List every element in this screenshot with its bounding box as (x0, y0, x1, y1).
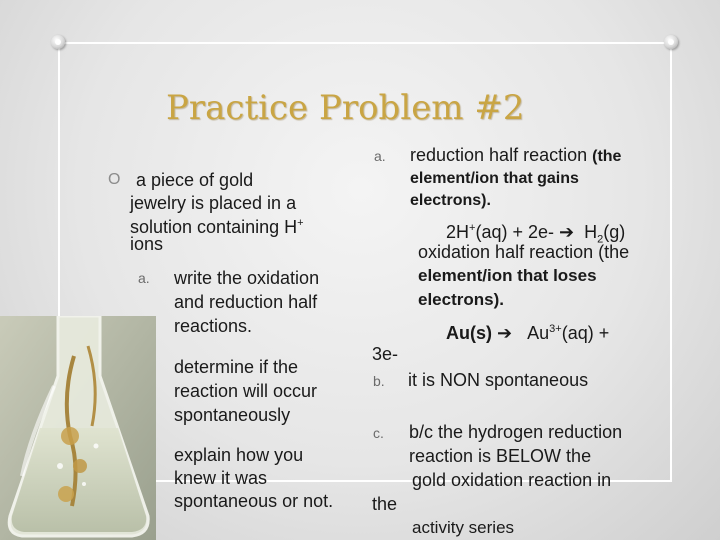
answer-c-marker: c. (373, 425, 384, 441)
oxidation-note: electrons). (418, 290, 504, 309)
answer-c-wrap: activity series (412, 518, 515, 537)
oxidation-equation-wrap: 3e- (372, 344, 399, 364)
part-c-line: knew it was (174, 468, 268, 488)
answer-a-marker: a. (374, 148, 386, 164)
reduction-note: electrons). (410, 192, 491, 209)
answer-b-text: it is NON spontaneous (408, 370, 589, 390)
question-line: ions (130, 234, 164, 254)
flask-image (0, 316, 156, 540)
part-a-line: write the oxidation (174, 268, 320, 288)
arrow-icon: ➔ (497, 323, 513, 343)
question-line: jewelry is placed in a (130, 193, 297, 213)
part-b-line: spontaneously (174, 405, 291, 425)
arrow-icon: ➔ (559, 222, 575, 242)
part-a-line: reactions. (174, 316, 253, 336)
answer-c-wrap: the (372, 494, 398, 514)
question-line: a piece of gold (136, 170, 254, 190)
bullet-icon: O (108, 171, 121, 188)
slide-title: Practice Problem #2 (166, 88, 525, 128)
reduction-note: element/ion that gains (410, 170, 579, 187)
part-c-line: explain how you (174, 445, 304, 465)
question-line: solution containing H+ (130, 217, 304, 237)
part-a-marker: a. (138, 270, 150, 286)
answer-b-marker: b. (373, 373, 385, 389)
part-b-line: reaction will occur (174, 381, 318, 401)
answer-c-line: gold oxidation reaction in (412, 470, 612, 490)
answer-c-line: reaction is BELOW the (409, 446, 592, 466)
top-right-pin (664, 35, 678, 49)
top-left-pin (51, 35, 65, 49)
reduction-heading: reduction half reaction (the (410, 145, 622, 165)
flask-illustration (0, 316, 156, 540)
part-b-line: determine if the (174, 357, 299, 377)
reduction-equation: 2H+(aq) + 2e- ➔ $H_2(g)$ (446, 222, 626, 246)
answer-c-line: b/c the hydrogen reduction (409, 422, 623, 442)
part-a-line: and reduction half (174, 292, 318, 312)
oxidation-heading: oxidation half reaction (the (418, 242, 630, 262)
oxidation-note: element/ion that loses (418, 266, 597, 285)
part-c-line: spontaneous or not. (174, 491, 334, 511)
oxidation-equation: Au(s) ➔ $Au^{3+}(aq)$ + (446, 323, 610, 343)
